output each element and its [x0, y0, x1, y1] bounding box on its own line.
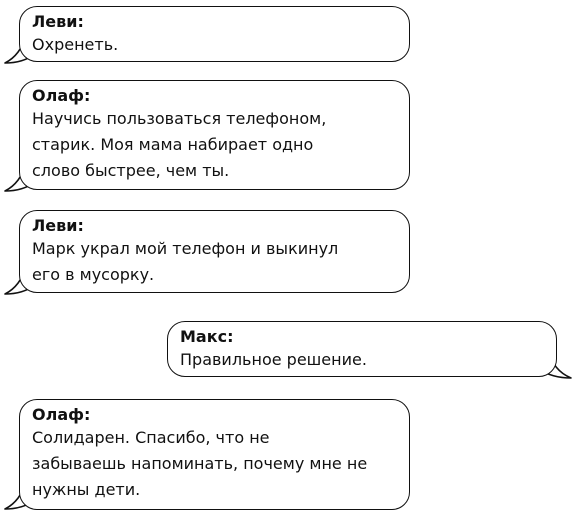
message-sender: Леви: — [32, 216, 84, 235]
message-sender: Олаф: — [32, 86, 91, 105]
message-bubble — [19, 6, 410, 62]
message-line: Охренеть. — [32, 35, 119, 54]
message-line: нужны дети. — [32, 480, 141, 499]
message-text — [32, 236, 395, 288]
message-text — [180, 347, 542, 373]
message-text — [32, 425, 395, 503]
message-line: Правильное решение. — [180, 350, 367, 369]
message-bubble — [167, 321, 557, 377]
message-bubble — [19, 399, 410, 510]
message-line: старик. Моя мама набирает одно — [32, 135, 314, 154]
message-line: слово быстрее, чем ты. — [32, 161, 230, 180]
message-text — [32, 32, 395, 58]
message-text — [32, 106, 395, 184]
message-sender: Макс: — [180, 327, 234, 346]
message-sender: Олаф: — [32, 405, 91, 424]
message-sender: Леви: — [32, 12, 84, 31]
message-line: Солидарен. Спасибо, что не — [32, 428, 270, 447]
message-line: забываешь напоминать, почему мне не — [32, 454, 368, 473]
message-line: его в мусорку. — [32, 265, 155, 284]
message-bubble — [19, 210, 410, 293]
message-line: Марк украл мой телефон и выкинул — [32, 239, 339, 258]
message-bubble — [19, 80, 410, 190]
message-line: Научись пользоваться телефоном, — [32, 109, 327, 128]
